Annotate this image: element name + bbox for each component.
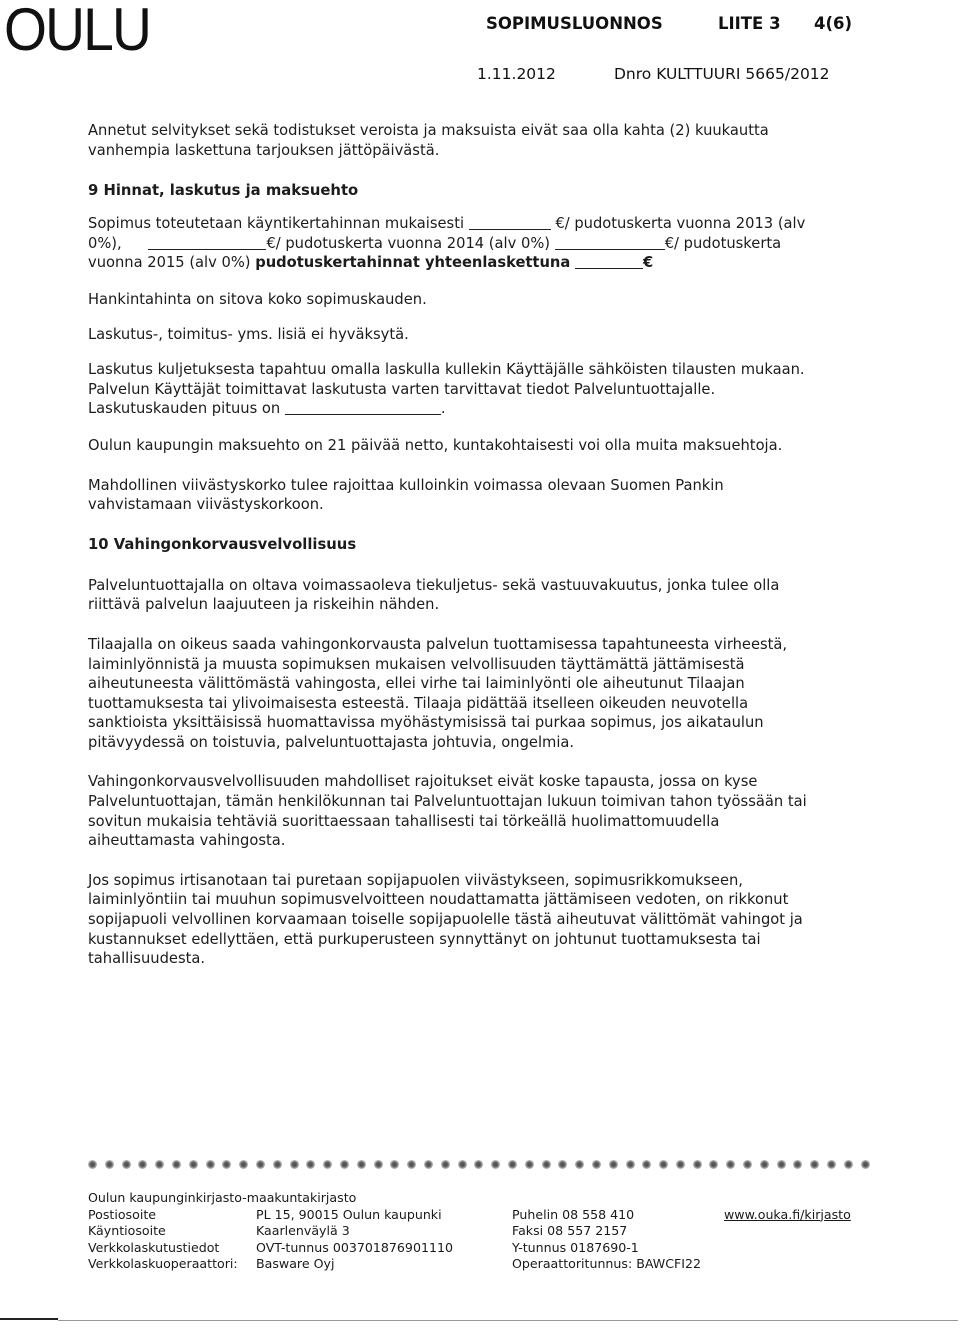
billing-paragraph [88,360,888,419]
divider-dot [222,1160,231,1169]
termination-paragraph [88,871,888,969]
price-2013-field[interactable] [469,216,551,230]
footer-value: Basware Oyj [256,1256,335,1271]
footer-value: OVT-tunnus 003701876901110 [256,1239,454,1255]
intro-paragraph [88,121,888,160]
paragraph-line: tuottamuksesta tai ylivoimaisesta esteestä. Tilaaja pidättää itselleen oikeuden neuvotella [88,694,749,712]
surcharges-text: Laskutus-, toimitus- yms. lisiä ei hyväksytä. [88,325,409,343]
intro-line: vanhempia laskettuna tarjouksen jättöpäivästä. [88,141,440,159]
paragraph-line: Jos sopimus irtisanotaan tai puretaan sopijapuolen viivästykseen, sopimusrikkomukseen, [88,871,743,889]
payment-terms-text: Oulun kaupungin maksuehto on 21 päivää netto, kuntakohtaisesti voi olla muita maksuehtoja. [88,436,783,454]
price-2015-field[interactable] [555,236,665,250]
divider-dot [743,1160,752,1169]
divider-dot [726,1160,735,1169]
paragraph-line: kustannukset edellyttäen, että purkuperusteen synnyttänyt on johtunut tuottamuksesta tai [88,930,761,948]
paragraph-line: aiheutuneesta välittömästä vahingosta, ellei virhe tai laiminlyönti ole aiheutunut Tilaajan [88,675,745,693]
divider-dot [357,1160,366,1169]
footer-org-name: Oulun kaupunginkirjasto-maakuntakirjasto [88,1190,357,1205]
limitations-paragraph [88,772,888,850]
price-text: €/ pudotuskerta [664,234,782,252]
paragraph-line: sovitun mukaisia tehtäviä suorittaessaan tahallisesti tai törkeällä huolimattomuudella [88,812,720,830]
paragraph-line: Vahingonkorvausvelvollisuuden mahdolliset rajoitukset eivät koske tapausta, jossa on kyse [88,773,758,791]
divider-dot [491,1160,500,1169]
divider-dot [609,1160,618,1169]
footer-contact: Y-tunnus 0187690-1 [512,1239,639,1255]
divider-dot [642,1160,651,1169]
price-total-currency: € [642,254,654,272]
divider-dot [256,1160,265,1169]
divider-dot [122,1160,131,1169]
divider-dot [172,1160,181,1169]
divider-dot [861,1160,870,1169]
divider-dot [424,1160,433,1169]
divider-dot [626,1160,635,1169]
divider-dot [290,1160,299,1169]
interest-line: Mahdollinen viivästyskorko tulee rajoittaa kulloinkin voimassa olevaan Suomen Pankin [88,476,724,494]
paragraph-line: Palveluntuottajan, tämän henkilökunnan tai Palveluntuottajan lukuun toimivan tahon työssään tai [88,793,807,811]
price-text: vuonna 2015 (alv 0%) [88,254,251,272]
divider-dot [525,1160,534,1169]
divider-dot [575,1160,584,1169]
price-text: €/ pudotuskerta vuonna 2013 (alv [555,215,806,233]
divider-dot [206,1160,215,1169]
divider-dot [390,1160,399,1169]
paragraph-line: Tilaajalla on oikeus saada vahingonkorvausta palvelun tuottamisessa tapahtuneesta virheestä, [88,635,788,653]
billing-line: Laskutus kuljetuksesta tapahtuu omalla laskulla kullekin Käyttäjälle sähköisten tilausten mukaan. [88,361,805,379]
divider-dot [138,1160,147,1169]
divider-dot [374,1160,383,1169]
divider-dot [441,1160,450,1169]
paragraph-line: tahallisuudesta. [88,950,206,968]
divider-dot [810,1160,819,1169]
page-number: 4(6) [814,14,853,33]
divider-dot [88,1160,97,1169]
divider-dot [306,1160,315,1169]
divider-dot [844,1160,853,1169]
price-text: 0%), [88,234,122,252]
attachment-label: LIITE 3 [718,14,781,33]
price-paragraph [88,214,888,273]
page-edge-line [58,1320,958,1321]
reference-number: Dnro KULTTUURI 5665/2012 [614,65,830,83]
price-text: €/ pudotuskerta vuonna 2014 (alv 0%) [266,234,551,252]
paragraph-line: laiminlyöntiin tai muuhun sopimusvelvoitteen noudattamatta jättämiseen vedoten, on rikkonut [88,891,789,909]
dot-divider [88,1160,870,1169]
footer-label: Postiosoite [88,1206,157,1222]
divider-dot [273,1160,282,1169]
paragraph-line: Palveluntuottajalla on oltava voimassaoleva tiekuljetus- sekä vastuuvakuutus, jonka tulee olla [88,576,780,594]
insurance-paragraph [88,576,888,615]
divider-dot [827,1160,836,1169]
damages-paragraph [88,635,888,753]
paragraph-line: laiminlyönnistä ja muusta sopimuksen mukaisen velvollisuuden täyttämättä jättämisestä [88,655,745,673]
divider-dot [474,1160,483,1169]
paragraph-line: sanktioista yksittäisissä huomattavissa myöhästymisissä tai purkaa sopimus, jos aikataulun [88,714,764,732]
footer-label: Käyntiosoite [88,1223,166,1238]
paragraph-line: sopijapuoli velvollinen korvaamaan toiselle sopijapuolelle tästä aiheutuvat välittömät vahingot ja [88,911,803,929]
document-body [88,121,888,969]
document-type: SOPIMUSLUONNOS [486,14,663,33]
footer-value: Kaarlenväylä 3 [256,1223,350,1238]
divider-dot [709,1160,718,1169]
footer-labels [88,1207,238,1273]
footer-value: PL 15, 90015 Oulun kaupunki [256,1206,442,1222]
divider-dot [592,1160,601,1169]
binding-price-text: Hankintahinta on sitova koko sopimuskauden. [88,290,427,308]
interest-line: vahvistamaan viivästyskorkoon. [88,496,324,514]
divider-dot [659,1160,668,1169]
divider-dot [558,1160,567,1169]
interest-paragraph [88,476,888,515]
divider-dot [542,1160,551,1169]
divider-dot [239,1160,248,1169]
paragraph-line: pitävyydessä on toistuvia, palveluntuottajasta johtuvia, ongelmia. [88,733,575,751]
divider-dot [777,1160,786,1169]
divider-dot [508,1160,517,1169]
paragraph-line: riittävä palvelun laajuuteen ja riskeihin nähden. [88,596,440,614]
price-total-field[interactable] [575,255,643,269]
oulu-logo: OULU [4,0,151,63]
document-date: 1.11.2012 [477,65,556,83]
divider-dot [407,1160,416,1169]
intro-line: Annetut selvitykset sekä todistukset veroista ja maksuista eivät saa olla kahta (2) kuukautta [88,122,769,139]
page-edge-line [0,1318,58,1320]
billing-line: Palvelun Käyttäjät toimittavat laskutusta varten tarvittavat tiedot Palveluntuottajalle. [88,380,716,398]
section-10-heading: 10 Vahingonkorvausvelvollisuus [88,535,357,553]
divider-dot [676,1160,685,1169]
divider-dot [155,1160,164,1169]
divider-dot [793,1160,802,1169]
footer-label: Verkkolaskutustiedot [88,1239,220,1255]
billing-line: Laskutuskauden pituus on [88,400,281,418]
section-9-heading: 9 Hinnat, laskutus ja maksuehto [88,182,359,200]
price-2014-field[interactable] [148,236,266,250]
footer-values [256,1207,453,1273]
divider-dot [693,1160,702,1169]
billing-period-field[interactable] [285,401,441,415]
divider-dot [760,1160,769,1169]
footer-contacts [512,1207,701,1273]
divider-dot [323,1160,332,1169]
paragraph-line: aiheuttamasta vahingosta. [88,832,286,850]
divider-dot [105,1160,114,1169]
price-total-label: pudotuskertahinnat yhteenlaskettuna [255,254,571,272]
price-text: Sopimus toteutetaan käyntikertahinnan mukaisesti [88,215,465,233]
divider-dot [189,1160,198,1169]
website-link[interactable]: www.ouka.fi/kirjasto [724,1206,851,1222]
billing-line: . [440,400,446,418]
footer-contact: Faksi 08 557 2157 [512,1223,628,1238]
divider-dot [458,1160,467,1169]
divider-dot [340,1160,349,1169]
footer-label: Verkkolaskuoperaattori: [88,1256,238,1271]
footer-contact: Operaattoritunnus: BAWCFI22 [512,1256,701,1271]
footer-contact: Puhelin 08 558 410 [512,1206,635,1222]
